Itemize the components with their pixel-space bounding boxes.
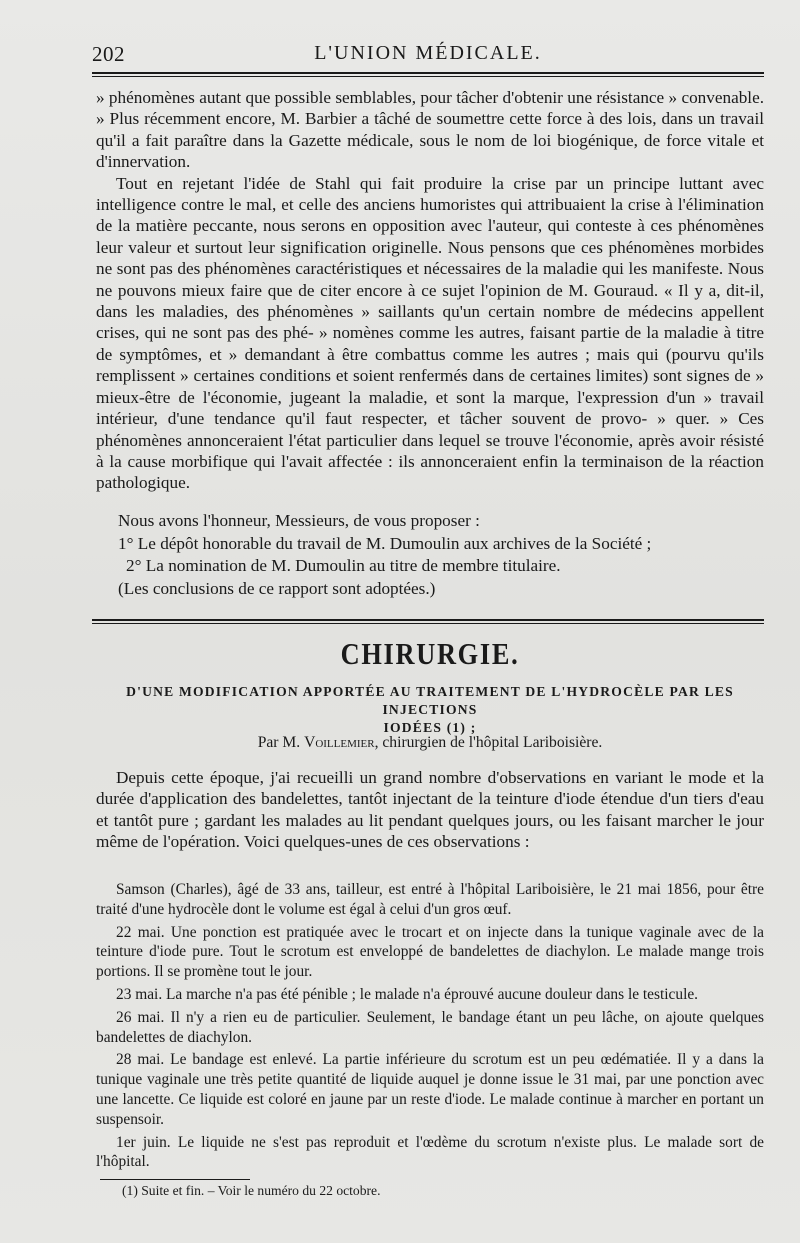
article-intro (96, 767, 764, 853)
proposal-item-1: 1° Le dépôt honorable du travail de M. Dumoulin aux archives de la Société ; (118, 533, 652, 553)
page-header (92, 42, 764, 68)
observation-entry: 26 mai. Il n'y a rien eu de particulier. Seulement, le bandage étant un peu lâche, on ajoute quelques bandelettes de diachylon. (96, 1008, 764, 1046)
report-body (96, 87, 764, 494)
footnote: (1) Suite et fin. – Voir le numéro du 22 octobre. (122, 1183, 381, 1198)
report-paragraph: » phénomènes autant que possible semblables, pour tâcher d'obtenir une résistance » convenable. » Plus récemment encore, M. Barbier a tâché de soumettre cette force à des lois, dans un travail qu'il a fait paraître dans la Gazette médicale, sous le nom de loi biogénique, de force vitale et d'innervation. (96, 88, 764, 172)
header-rule (92, 72, 764, 74)
intro-paragraph: Depuis cette époque, j'ai recueilli un grand nombre d'observations en variant le mode et la durée d'application des bandelettes, tantôt injectant de la teinture d'iode étendue d'un tiers d'eau et tantôt pure ; gardant les malades au lit pendant quelques jours, ou les faisant marcher le jour même de l'opération. Voici quelques-unes de ces observations : (96, 768, 764, 852)
article-title-line-2: IODÉES (1) ; (383, 720, 477, 735)
section-rule (92, 619, 764, 621)
journal-title: L'UNION MÉDICALE. (314, 42, 542, 64)
observation-entry: 22 mai. Une ponction est pratiquée avec le trocart et on injecte dans la tunique vaginale avec de la teinture d'iode pure. Tout le scrotum est enveloppé de bandelettes de diachylon. Le malade mange trois portions. Il se promène tout le jour. (96, 923, 764, 981)
byline-author: Voillemier (304, 734, 375, 751)
observation-entry: 28 mai. Le bandage est enlevé. La partie inférieure du scrotum est un peu œdématiée. Il y a dans la tunique vaginale une très petite quantité de liquide auquel je donne issue le 31 mai, par une ponction avec une lancette. Ce liquide est coloré en jaune par un reste d'iode. Le malade continue à marcher en portant un suspensoir. (96, 1051, 764, 1128)
header-rule-thin (92, 76, 764, 77)
byline-suffix: , chirurgien de l'hôpital Lariboisière. (374, 734, 603, 751)
observation-entry: Samson (Charles), âgé de 33 ans, tailleur, est entré à l'hôpital Lariboisière, le 21 mai 1856, pour être traité d'une hydrocèle dont le volume est égal à celui d'un gros œuf. (96, 881, 764, 918)
proposal-item-2: 2° La nomination de M. Dumoulin au titre de membre titulaire. (126, 556, 561, 576)
footnote-rule (100, 1179, 250, 1180)
page-number: 202 (92, 42, 125, 66)
article-byline (96, 734, 764, 752)
report-proposals (96, 510, 764, 600)
article-title (96, 683, 764, 737)
report-paragraph: Tout en rejetant l'idée de Stahl qui fait produire la crise par un principe luttant avec intelligence contre le mal, et celle des anciens humoristes qui attribuaient la crise à l'élimination de la matière peccante, nous serons en opposition avec l'auteur, qui conteste à ces phénomènes leur valeur et surtout leur signification originelle. Nous pensons que ces phénomènes morbides ne sont pas des phénomènes caractéristiques et nécessaires de la maladie qui les manifeste. Nous ne pouvons mieux faire que de citer encore à ce sujet l'opinion de M. Gouraud. « Il y a, dit-il, dans les maladies, des phénomènes » saillants qu'un certain nombre de médecins appellent crises, qui ne sont pas des phé- » nomènes comme les autres, faisant partie de la maladie à titre de symptômes, et » demandant à être combattus comme les autres ; mais qui (pourvu qu'ils remplissent » certaines conditions et soient renfermés dans de certaines limites) sont signes de » mieux-être de l'économie, jugeant la maladie, et sont la marque, l'expression d'un » travail intérieur, d'une tendance qu'il faut respecter, et tâcher souvent de provo- » quer. » Ces phénomènes annonceraient l'état particulier dans lequel se trouve l'économie, après avoir résisté à la cause morbifique qui l'avait affectée : ils annonceraient enfin la terminaison de la réaction pathologique. (96, 173, 764, 493)
section-rule-thin (92, 623, 764, 624)
observation-entry: 23 mai. La marche n'a pas été pénible ; le malade n'a éprouvé aucune douleur dans le testicule. (116, 985, 699, 1003)
conclusion-note: (Les conclusions de ce rapport sont adoptées.) (118, 578, 436, 598)
observation-entry: 1er juin. Le liquide ne s'est pas reproduit et l'œdème du scrotum n'existe plus. Le malade sort de l'hôpital. (96, 1133, 764, 1171)
article-title-line-1: D'UNE MODIFICATION APPORTÉE AU TRAITEMENT DE L'HYDROCÈLE PAR LES INJECTIONS (126, 684, 734, 717)
section-heading: CHIRURGIE. (340, 636, 520, 671)
proposal-intro: Nous avons l'honneur, Messieurs, de vous proposer : (118, 511, 480, 530)
byline-prefix: Par M. (257, 734, 301, 751)
observation-list (96, 880, 764, 1175)
